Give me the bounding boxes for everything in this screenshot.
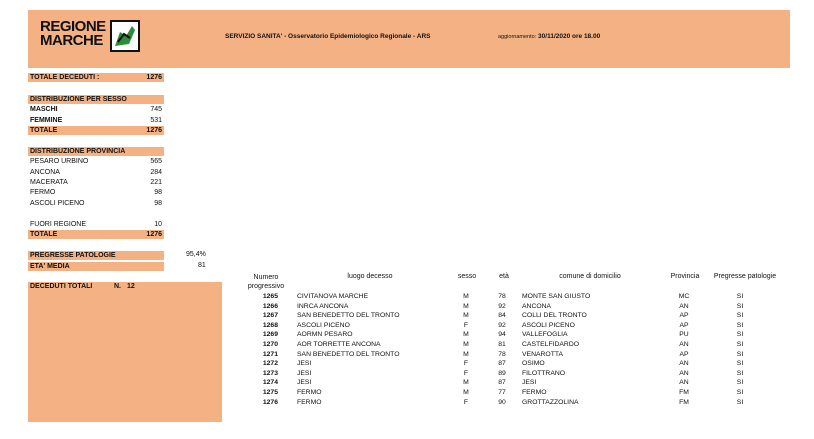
cell-eta: 77: [498, 389, 506, 396]
maschi-value: 745: [150, 106, 162, 113]
patologie-value: 95,4%: [186, 251, 206, 258]
cell-luogo: AOR TORRETTE ANCONA: [297, 341, 381, 348]
cell-eta: 94: [498, 331, 506, 339]
cell-provincia: AN: [679, 369, 689, 377]
cell-patologie: SI: [736, 350, 744, 358]
col-header-numero: [244, 273, 288, 291]
sesso-totale-row: [28, 126, 164, 135]
cell-luogo: JESI: [297, 369, 312, 377]
cell-provincia: AP: [679, 321, 689, 329]
provincia-row: [28, 168, 164, 177]
deceduti-totali-label: DECEDUTI TOTALI: [30, 283, 93, 290]
cell-patologie: SI: [736, 341, 744, 348]
cell-comune: VENAROTTA: [522, 350, 564, 358]
cell-luogo: SAN BENEDETTO DEL TRONTO: [297, 350, 400, 358]
cell-provincia: FM: [679, 398, 689, 406]
col-header-numero-line2: progressivo: [247, 283, 285, 290]
cell-sesso: F: [463, 369, 469, 377]
cell-luogo: CIVITANOVA MARCHE: [297, 293, 369, 300]
cell-sesso: M: [463, 350, 469, 358]
col-header-luogo: luogo decesso: [347, 273, 393, 280]
cell-luogo: AORMN PESARO: [297, 331, 353, 339]
provincia-row: [28, 178, 164, 187]
cell-eta: 78: [498, 350, 506, 358]
cell-patologie: SI: [736, 302, 744, 310]
deceduti-totali-box: [28, 282, 222, 422]
cell-sesso: F: [463, 360, 469, 368]
maschi-label: MASCHI: [30, 106, 58, 113]
maschi-row: [28, 105, 164, 114]
cell-numero: 1267: [262, 312, 278, 320]
patologie-label: PREGRESSE PATOLOGIE: [30, 252, 116, 259]
totale-deceduti-label: TOTALE DECEDUTI :: [30, 74, 100, 81]
deceduti-totali-n-value: 12: [127, 283, 135, 290]
provincia-value: 565: [150, 158, 162, 165]
provincia-totale-label: TOTALE: [30, 231, 58, 238]
cell-luogo: ASCOLI PICENO: [297, 321, 350, 329]
cell-eta: 87: [498, 360, 506, 368]
table-row: [230, 292, 790, 301]
cell-provincia: AP: [679, 312, 689, 320]
table-row: [230, 350, 790, 359]
provincia-label: FERMO: [30, 189, 56, 196]
table-row: [230, 321, 790, 330]
table-row: [230, 311, 790, 320]
cell-eta: 90: [498, 398, 506, 406]
cell-luogo: JESI: [297, 360, 312, 368]
cell-patologie: SI: [736, 321, 744, 329]
cell-sesso: M: [463, 379, 469, 387]
provincia-row: [28, 199, 164, 208]
table-row: [230, 378, 790, 387]
cell-provincia: AP: [679, 350, 689, 358]
table-row: [230, 359, 790, 368]
cell-eta: 87: [498, 379, 506, 387]
cell-sesso: F: [463, 321, 469, 329]
table-row: [230, 340, 790, 349]
logo-text-line2: MARCHE: [40, 32, 103, 49]
cell-sesso: M: [463, 293, 469, 300]
cell-luogo: INRCA ANCONA: [297, 302, 349, 310]
sesso-totale-value: 1276: [146, 127, 162, 134]
cell-patologie: SI: [736, 379, 744, 387]
fuori-regione-value: 10: [154, 221, 162, 228]
table-row: [230, 302, 790, 311]
provincia-label: PESARO URBINO: [30, 158, 89, 165]
cell-sesso: M: [463, 312, 469, 320]
patologie-row: [28, 251, 164, 260]
cell-patologie: SI: [736, 331, 744, 339]
cell-eta: 92: [498, 302, 506, 310]
cell-provincia: MC: [678, 293, 690, 300]
cell-sesso: M: [463, 331, 469, 339]
col-header-sesso: sesso: [457, 273, 477, 280]
cell-provincia: PU: [679, 331, 689, 339]
eta-media-value: 81: [198, 262, 206, 269]
update-value: 30/11/2020 ore 18.00: [538, 33, 601, 40]
eta-media-row: [28, 262, 164, 271]
col-header-patologie: Pregresse patologie: [713, 273, 777, 280]
cell-luogo: FERMO: [297, 398, 322, 406]
cell-numero: 1276: [262, 398, 278, 406]
cell-sesso: M: [463, 341, 469, 348]
provincia-totale-value: 1276: [146, 231, 162, 238]
cell-eta: 89: [498, 369, 506, 377]
provincia-label: MACERATA: [30, 179, 68, 186]
provincia-value: 221: [150, 179, 162, 186]
cell-patologie: SI: [736, 389, 744, 396]
cell-comune: FERMO: [522, 389, 547, 396]
regione-marche-logo: [40, 18, 150, 54]
cell-numero: 1268: [262, 321, 278, 329]
cell-eta: 78: [498, 293, 506, 300]
table-row: [230, 388, 790, 397]
cell-numero: 1265: [262, 293, 278, 300]
cell-numero: 1266: [262, 302, 278, 310]
cell-sesso: M: [463, 302, 469, 310]
cell-provincia: AN: [679, 302, 689, 310]
cell-sesso: M: [463, 389, 469, 396]
cell-provincia: AN: [679, 379, 689, 387]
cell-numero: 1273: [262, 369, 278, 377]
update-label: aggiornamento:: [498, 34, 537, 40]
cell-patologie: SI: [736, 293, 744, 300]
provincia-totale-row: [28, 230, 164, 239]
cell-numero: 1275: [262, 389, 278, 396]
fuori-regione-row: [28, 220, 164, 229]
cell-luogo: SAN BENEDETTO DEL TRONTO: [297, 312, 400, 320]
cell-numero: 1270: [262, 341, 278, 348]
cell-comune: MONTE SAN GIUSTO: [522, 293, 591, 300]
provincia-row: [28, 157, 164, 166]
cell-patologie: SI: [736, 369, 744, 377]
provincia-label: ANCONA: [30, 169, 60, 176]
service-title: SERVIZIO SANITA' - Osservatorio Epidemiologico Regionale - ARS: [225, 33, 431, 40]
sesso-totale-label: TOTALE: [30, 127, 58, 134]
provincia-title-label: DISTRIBUZIONE PROVINCIA: [30, 148, 126, 155]
col-header-provincia: Provincia: [670, 273, 700, 280]
table-row: [230, 398, 790, 407]
cell-numero: 1272: [262, 360, 278, 368]
femmine-label: FEMMINE: [30, 117, 63, 124]
totale-deceduti-value: 1276: [146, 74, 162, 81]
eta-media-label: ETA' MEDIA: [30, 263, 70, 270]
provincia-value: 98: [154, 200, 162, 207]
cell-comune: GROTTAZZOLINA: [522, 398, 579, 406]
cell-comune: JESI: [522, 379, 537, 387]
provincia-value: 98: [154, 189, 162, 196]
logo-text-line1: REGIONE: [40, 18, 106, 35]
cell-luogo: FERMO: [297, 389, 322, 396]
table-row: [230, 330, 790, 339]
cell-luogo: JESI: [297, 379, 312, 387]
cell-comune: ASCOLI PICENO: [522, 321, 575, 329]
provincia-label: ASCOLI PICENO: [30, 200, 85, 207]
cell-comune: FILOTTRANO: [522, 369, 566, 377]
page-header: [28, 10, 790, 68]
femmine-value: 531: [150, 117, 162, 124]
cell-eta: 81: [498, 341, 506, 348]
cell-sesso: F: [463, 398, 469, 406]
cell-comune: COLLI DEL TRONTO: [522, 312, 587, 320]
provincia-title: [28, 147, 164, 156]
col-header-numero-line1: Numero: [253, 274, 279, 281]
cell-comune: OSIMO: [522, 360, 545, 368]
cell-comune: CASTELFIDARDO: [522, 341, 580, 348]
provincia-row: [28, 188, 164, 197]
cell-numero: 1274: [262, 379, 278, 387]
sesso-title: [28, 95, 164, 104]
cell-comune: ANCONA: [522, 302, 552, 310]
sesso-title-label: DISTRIBUZIONE PER SESSO: [30, 96, 127, 103]
cell-numero: 1271: [262, 350, 278, 358]
table-row: [230, 369, 790, 378]
col-header-eta: età: [499, 273, 509, 280]
cell-provincia: FM: [679, 389, 689, 396]
cell-eta: 84: [498, 312, 506, 320]
cell-eta: 92: [498, 321, 506, 329]
cell-patologie: SI: [736, 312, 744, 320]
provincia-value: 284: [150, 169, 162, 176]
cell-provincia: AN: [679, 360, 689, 368]
cell-comune: VALLEFOGLIA: [522, 331, 568, 339]
femmine-row: [28, 116, 164, 125]
cell-patologie: SI: [736, 360, 744, 368]
update-info: [498, 33, 600, 40]
cell-patologie: SI: [736, 398, 744, 406]
col-header-comune: comune di domicilio: [559, 273, 621, 280]
totale-deceduti-row: [28, 73, 164, 82]
deceduti-totali-n-label: N.: [114, 283, 121, 290]
fuori-regione-label: FUORI REGIONE: [30, 221, 87, 228]
cell-numero: 1269: [262, 331, 278, 339]
logo-emblem-icon: [110, 20, 140, 52]
cell-provincia: AN: [679, 341, 689, 348]
